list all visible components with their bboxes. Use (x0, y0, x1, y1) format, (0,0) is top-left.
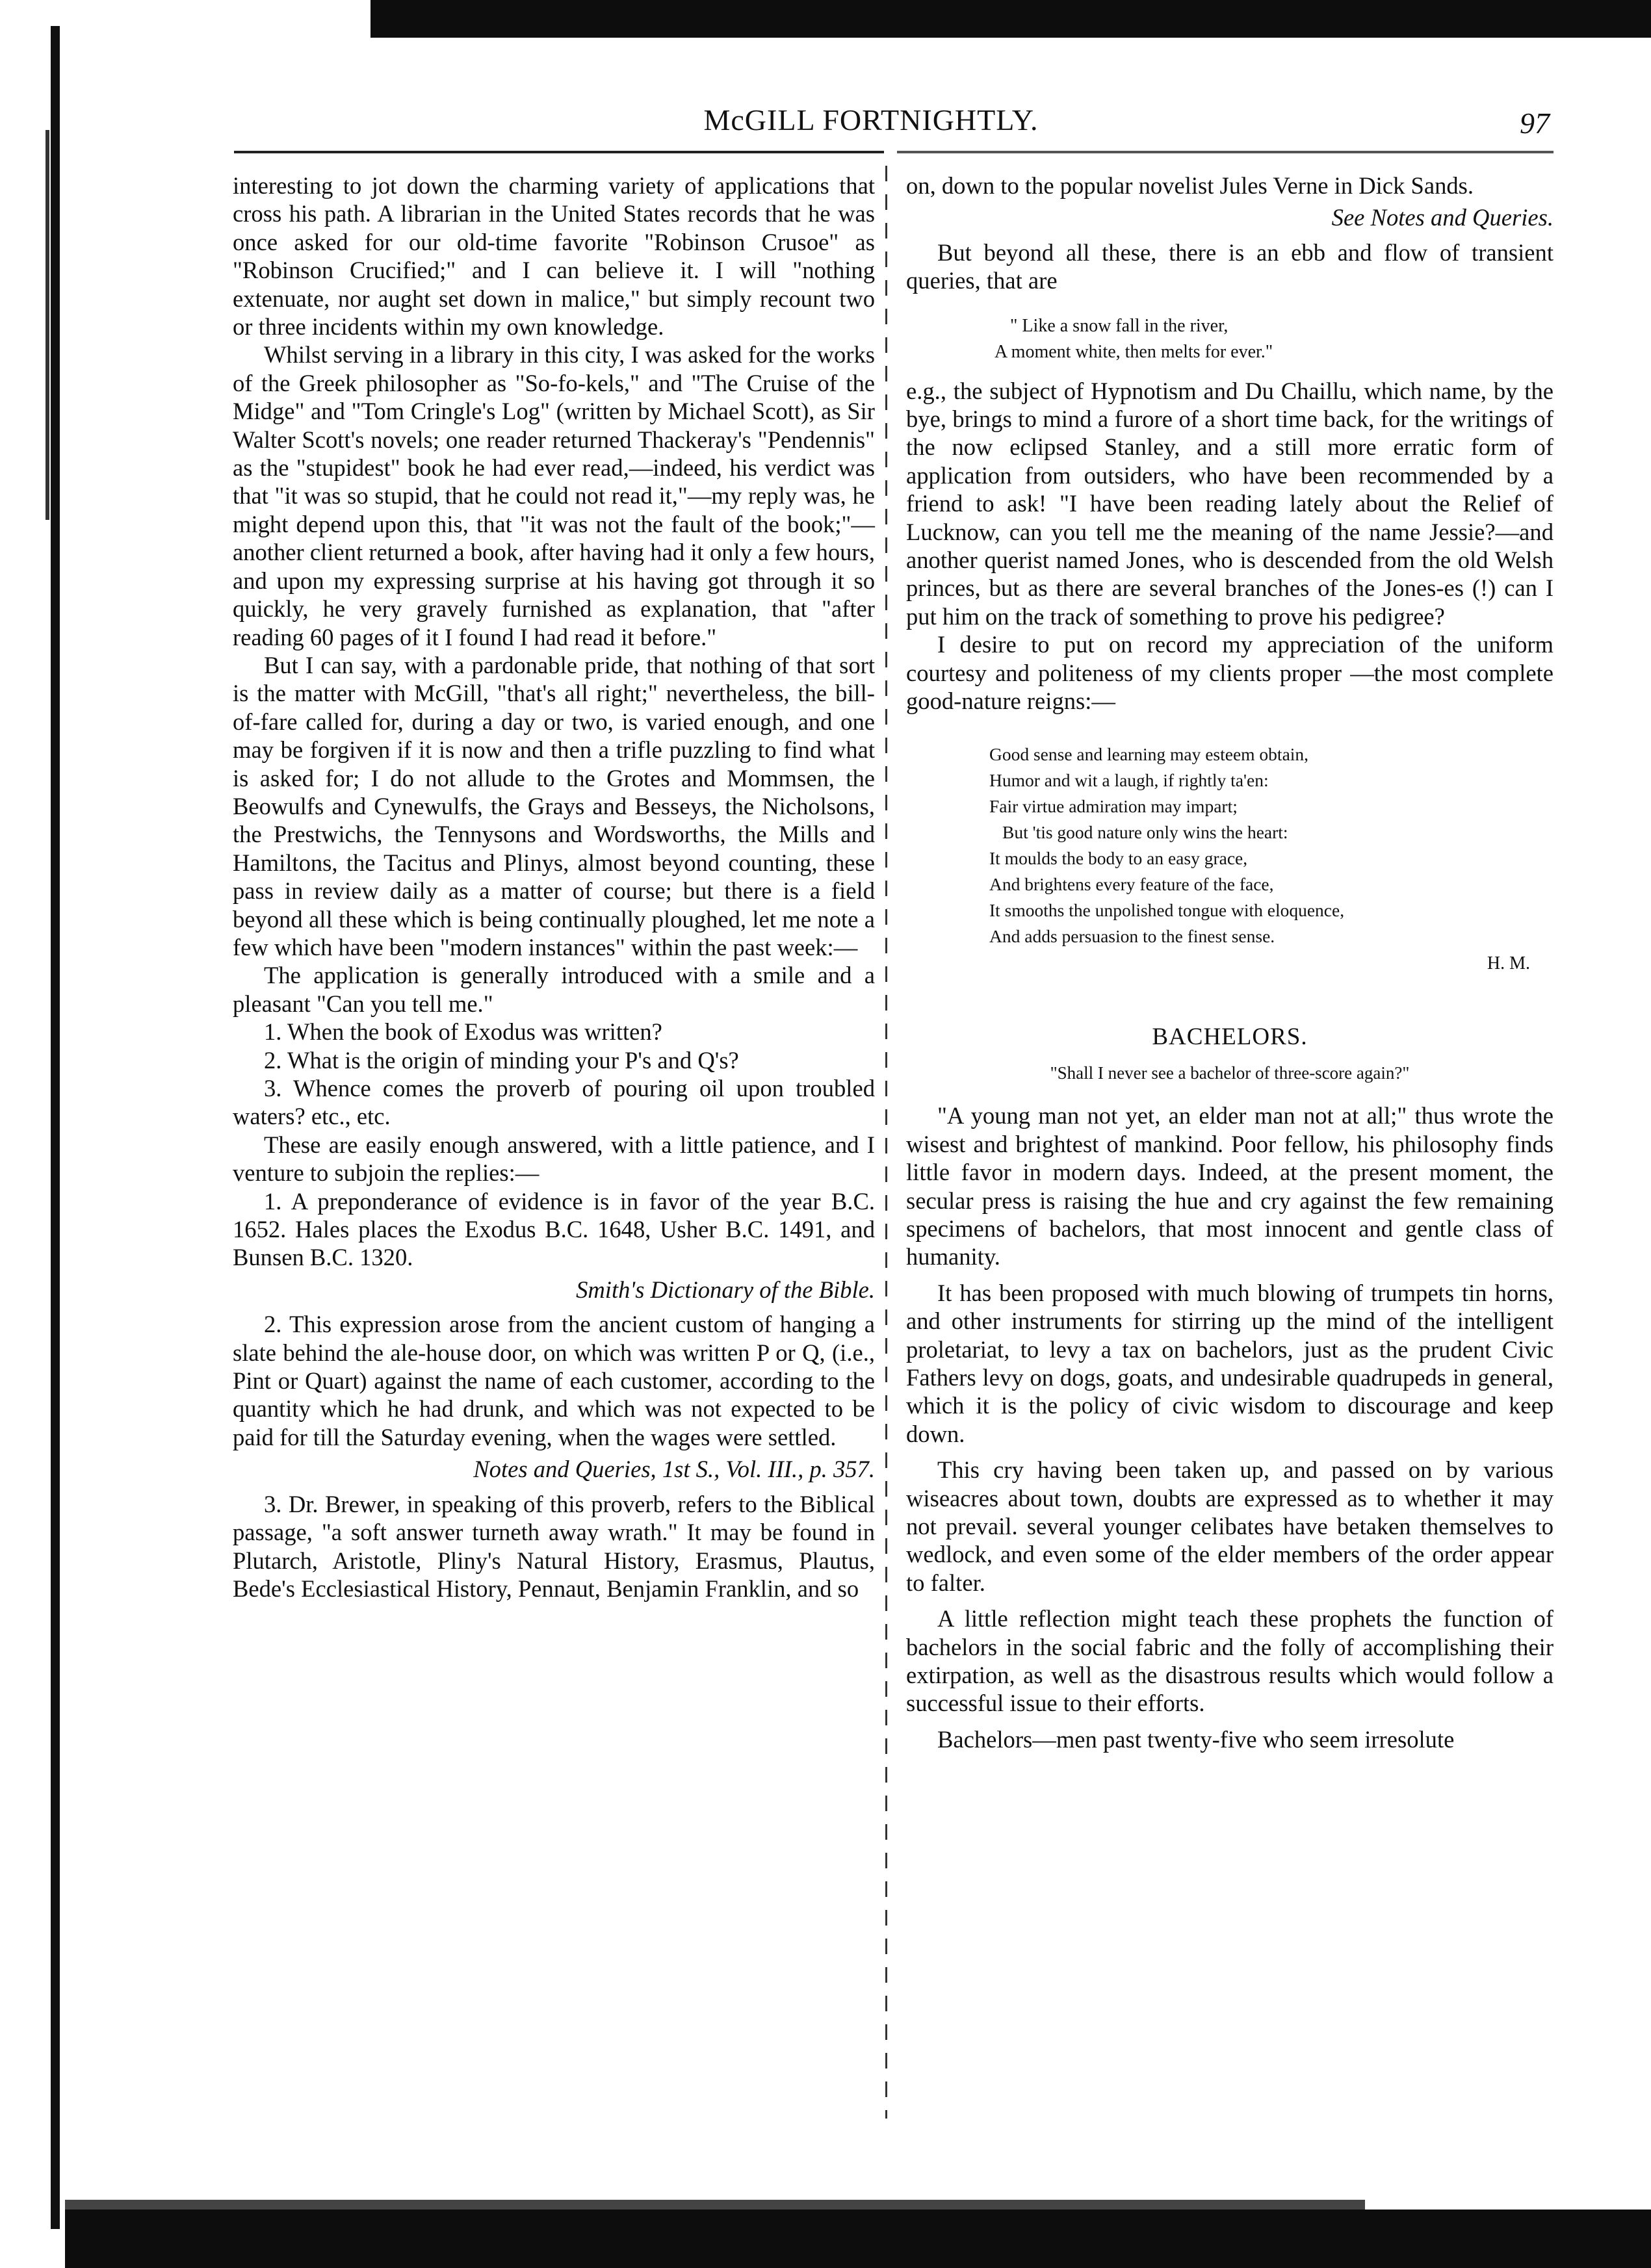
right-column (906, 172, 1554, 1753)
poem-line: Good sense and learning may esteem obtain, (989, 743, 1309, 764)
paragraph: e.g., the subject of Hypnotism and Du Chaillu, which name, by the bye, brings to mind a furore of a short time back, for the writings of the now eclipsed Stanley, and a still more erratic form of application from outsiders, who have been recommended by a friend to ask! "I have been reading lately about the Relief of Lucknow, can you tell me the meaning of the name Jessie?—and another querist named Jones, who is descended from the old Welsh princes, but as there are several branches of the Jones-es (!) can I put him on the track of something to prove his pedigree? (906, 377, 1554, 630)
poem (989, 741, 1554, 949)
poem-line: But 'tis good nature only wins the heart: (1002, 821, 1288, 842)
poem-line: Humor and wit a laugh, if rightly ta'en: (989, 769, 1269, 790)
paragraph: interesting to jot down the charming variety of applications that cross his path. A librarian in the United States records that he was once asked for our old-time favorite "Robinson Crusoe" as "Robinson Crucified;" and I can believe it. I will "nothing extenuate, nor aught set down in malice," but simply recount two or three incidents within my own knowledge. (233, 172, 875, 341)
citation: Smith's Dictionary of the Bible. (576, 1276, 875, 1303)
section-title: BACHELORS. (1152, 1023, 1308, 1050)
quote-line: A moment white, then melts for ever." (994, 341, 1273, 362)
citation: Notes and Queries, 1st S., Vol. III., p. 357. (473, 1456, 875, 1483)
paragraph: I desire to put on record my appreciation of the uniform courtesy and politeness of my clients proper —the most complete good-nature reigns:— (906, 631, 1554, 715)
signature: H. M. (1487, 953, 1530, 973)
scan-bottom-border (65, 2210, 1651, 2268)
poem-line: Fair virtue admiration may impart; (989, 795, 1238, 816)
question-1: 1. When the book of Exodus was written? (264, 1018, 662, 1046)
answer-1: 1. A preponderance of evidence is in favor of the year B.C. 1652. Hales places the Exodus B.C. 1648, Usher B.C. 1491, and Bunsen B.C. 1320. (233, 1187, 875, 1271)
question-3: 3. Whence comes the proverb of pouring oil upon troubled waters? etc., etc. (233, 1075, 875, 1130)
paragraph: But I can say, with a pardonable pride, that nothing of that sort is the matter with McGill, "that's all right;" nevertheless, the bill-of-fare called for, during a day or two, is varied enough, and one may be forgiven if it is now and then a trifle puzzling to find what is asked for; I do not allude to the Grotes and Mommsen, the Beowulfs and Cynewulfs, the Grays and Besseys, the Nicholsons, the Prestwichs, the Tennysons and Wordsworths, the Mills and Hamiltons, the Tacitus and Plinys, almost beyond counting, these pass in review daily as a matter of course; but there is a field beyond all these which is being continually ploughed, let me note a few which have been "modern instances" within the past week:— (233, 651, 875, 960)
paragraph: The application is generally introduced with a smile and a pleasant "Can you tell me." (233, 962, 875, 1017)
left-column (233, 172, 875, 1603)
paragraph: Whilst serving in a library in this city, I was asked for the works of the Greek philosopher as "So-fo-kels," and "The Cruise of the Midge" and "Tom Cringle's Log" (written by Michael Scott), as Sir Walter Scott's novels; one reader returned Thackeray's "Pendennis" as the "stupidest" book he had ever read,—indeed, his verdict was that "it was so stupid, that he could not read it,"—my reply was, he might depend upon this, that "it was not the fault of the book;"—another client returned a book, after having had it only a few hours, and upon my expressing surprise at his having got through it so quickly, he very gravely furnished as explanation, that "after reading 60 pages of it I found I had read it before." (233, 341, 875, 651)
paragraph: These are easily enough answered, with a little patience, and I venture to subjoin the replies:— (233, 1131, 875, 1187)
paragraph: But beyond all these, there is an ebb and flow of transient queries, that are (906, 238, 1554, 294)
question-2: 2. What is the origin of minding your P's and Q's? (264, 1046, 739, 1074)
poem-line: It moulds the body to an easy grace, (989, 847, 1248, 868)
paragraph: This cry having been taken up, and passed on by various wiseacres about town, doubts are expressed as to whether it may not prevail. several younger celibates have betaken themselves to wedlock, and even some of the elder members of the order appear to falter. (906, 1456, 1554, 1596)
answer-2: 2. This expression arose from the ancient custom of hanging a slate behind the ale-house door, on which was written P or Q, (i.e., Pint or Quart) against the name of each customer, according to the quantity which he had drunk, and which was not expected to be paid for till the Saturday evening, when the wages were settled. (233, 1311, 875, 1450)
paragraph: Bachelors—men past twenty-five who seem irresolute (937, 1725, 1455, 1753)
block-quote (994, 313, 1554, 365)
header-rule-left (234, 151, 884, 153)
poem-line: It smooths the unpolished tongue with eloquence, (989, 899, 1345, 920)
poem-line: And brightens every feature of the face, (989, 873, 1274, 894)
scan-top-border (370, 0, 1651, 38)
paragraph: "A young man not yet, an elder man not at all;" thus wrote the wisest and brightest of mankind. Poor fellow, his philosophy finds little favor in modern days. Indeed, at the present moment, the secular press is raising the hue and cry against the few remaining specimens of bachelors, that most innocent and gentle class of humanity. (906, 1102, 1554, 1270)
scan-left-border (51, 26, 60, 2229)
citation: See Notes and Queries. (1331, 204, 1554, 231)
running-head: McGILL FORTNIGHTLY. (703, 103, 1039, 136)
scan-left-shadow (46, 130, 49, 520)
poem-line: And adds persuasion to the finest sense. (989, 925, 1275, 946)
header-rule-right (897, 151, 1554, 153)
answer-3: 3. Dr. Brewer, in speaking of this proverb, refers to the Biblical passage, "a soft answer turneth away wrath." It may be found in Plutarch, Aristotle, Pliny's Natural History, Erasmus, Plautus, Bede's Ecclesiastical History, Pennaut, Benjamin Franklin, and so (233, 1490, 875, 1602)
epigraph: "Shall I never see a bachelor of three-score again?" (1050, 1063, 1410, 1083)
quote-line: " Like a snow fall in the river, (1010, 315, 1228, 336)
paragraph: A little reflection might teach these prophets the function of bachelors in the social fabric and the folly of accomplishing their extirpation, as well as the disastrous results which would follow a successful issue to their efforts. (906, 1605, 1554, 1717)
column-divider (885, 166, 887, 2119)
paragraph: on, down to the popular novelist Jules Verne in Dick Sands. (906, 172, 1474, 199)
page-number: 97 (1520, 107, 1550, 140)
paragraph: It has been proposed with much blowing of trumpets tin horns, and other instruments for stirring up the mind of the intelligent proletariat, to levy a tax on bachelors, just as the prudent Civic Fathers levy on dogs, goats, and undesirable quadrupeds in general, which it is the policy of civic wisdom to discourage and keep down. (906, 1279, 1554, 1447)
